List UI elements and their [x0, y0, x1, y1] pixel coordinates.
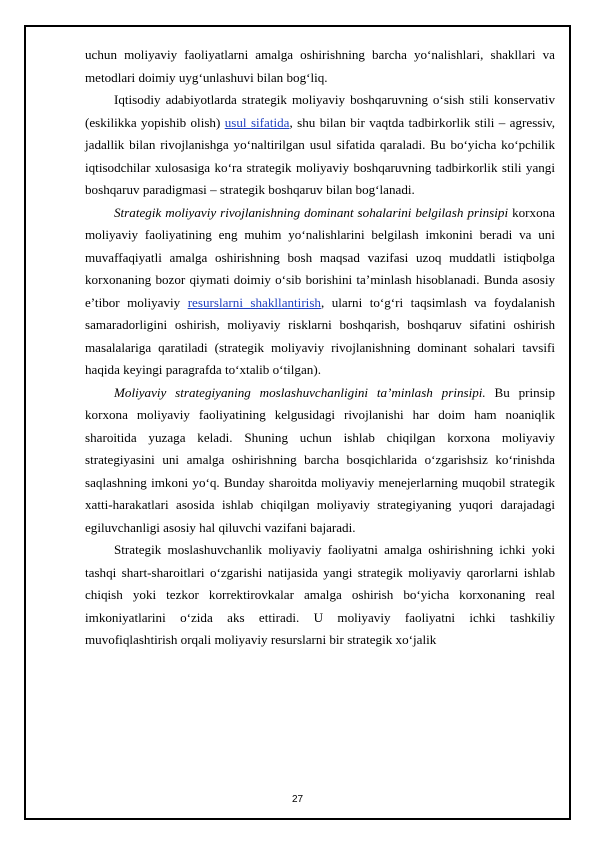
- principle-heading: Moliyaviy strategiyaning moslashuvchanligini ta’minlash prinsipi.: [114, 384, 486, 400]
- page-number: 27: [291, 794, 304, 805]
- paragraph-2: [85, 89, 555, 202]
- link-resurslarni-shakllantirish[interactable]: resurslarni shakllantirish: [187, 294, 321, 310]
- principle-heading: Strategik moliyaviy rivojlanishning dominant sohalarini belgilash prinsipi: [114, 204, 509, 220]
- paragraph-text-continued: , shu bilan bir vaqtda tadbirkorlik stili – agressiv, jadallik bilan rivojlanishga yo‘naltirilgan usul sifatida qaraladi. Bu bo‘yicha ko‘pchilik iqtisodchilar xulosasiga ko‘ra strategik moliyaviy boshqaruvning tadbirkorlik stili yangi boshqaruv paradigmasi – strategik boshqaruv bilan bog‘lanadi.: [85, 114, 556, 197]
- paragraph-1: [85, 44, 555, 89]
- document-body: [85, 44, 555, 652]
- paragraph-text-continued: , ularni to‘g‘ri taqsimlash va foydalanish samaradorligini oshirish, moliyaviy risklarni boshqarish, boshqaruv sifatini oshirish masalalariga qaratiladi (strategik moliyaviy rivojlanishning dominant sohalari tavsifi haqida keyingi paragrafda to‘xtalib o‘tilgan).: [85, 294, 555, 377]
- paragraph-text: uchun moliyaviy faoliyatlarni amalga oshirishning barcha yo‘nalishlari, shakllari va metodlari doimiy uyg‘unlashuvi bilan bog‘liq.: [85, 47, 555, 85]
- link-usul-sifatida[interactable]: usul sifatida: [224, 114, 290, 130]
- paragraph-3: [85, 202, 555, 382]
- paragraph-4: [85, 382, 555, 540]
- paragraph-text: Strategik moslashuvchanlik moliyaviy faoliyatni amalga oshirishning ichki yoki tashqi shart-sharoitlari o‘zgarishi natijasida yangi strategik moliyaviy qarorlarni ishlab chiqish yoki tezkor korrektirovkalar amalga oshirish bo‘yicha korxonaning real imkoniyatlarini o‘zida aks ettiradi. U moliyaviy faoliyatni ichki tashkiliy muvofiqlashtirish orqali moliyaviy resurslarni bir strategik xo‘jalik: [85, 542, 555, 647]
- paragraph-text: Iqtisodiy adabiyotlarda strategik moliyaviy boshqaruvning o‘sish stili konservativ (eskilikka yopishib olish): [85, 92, 555, 130]
- paragraph-5: [85, 539, 555, 652]
- paragraph-text: korxona moliyaviy faoliyatining eng muhim yo‘nalishlarini belgilash imkonini beradi va uni muvaffaqiyatli amalga oshirishning bosh maqsad vazifasi uzoq muddatli istiqbolga korxonaning bozor qiymati doimiy o‘sib borishini ta’minlash hisoblanadi. Bunda asosiy e’tibor moliyaviy: [85, 204, 555, 310]
- paragraph-text: Bu prinsip korxona moliyaviy faoliyatining kelgusidagi rivojlanishi har doim ham noaniqlik sharoitida yuzaga keladi. Shuning uchun ishlab chiqilgan korxona moliyaviy strategiyasini uni amalga oshirishning barcha bosqichlarida o‘zgarishsiz ko‘rinishda saqlashning imkoni yo‘q. Bunday sharoitda moliyaviy menejerlarning muqobil strategik xatti-harakatlari asosida ishlab chiqilgan moliyaviy strategiyaning yuqori darajadagi egiluvchanligi asosiy hal qiluvchi vazifani bajaradi.: [85, 384, 555, 535]
